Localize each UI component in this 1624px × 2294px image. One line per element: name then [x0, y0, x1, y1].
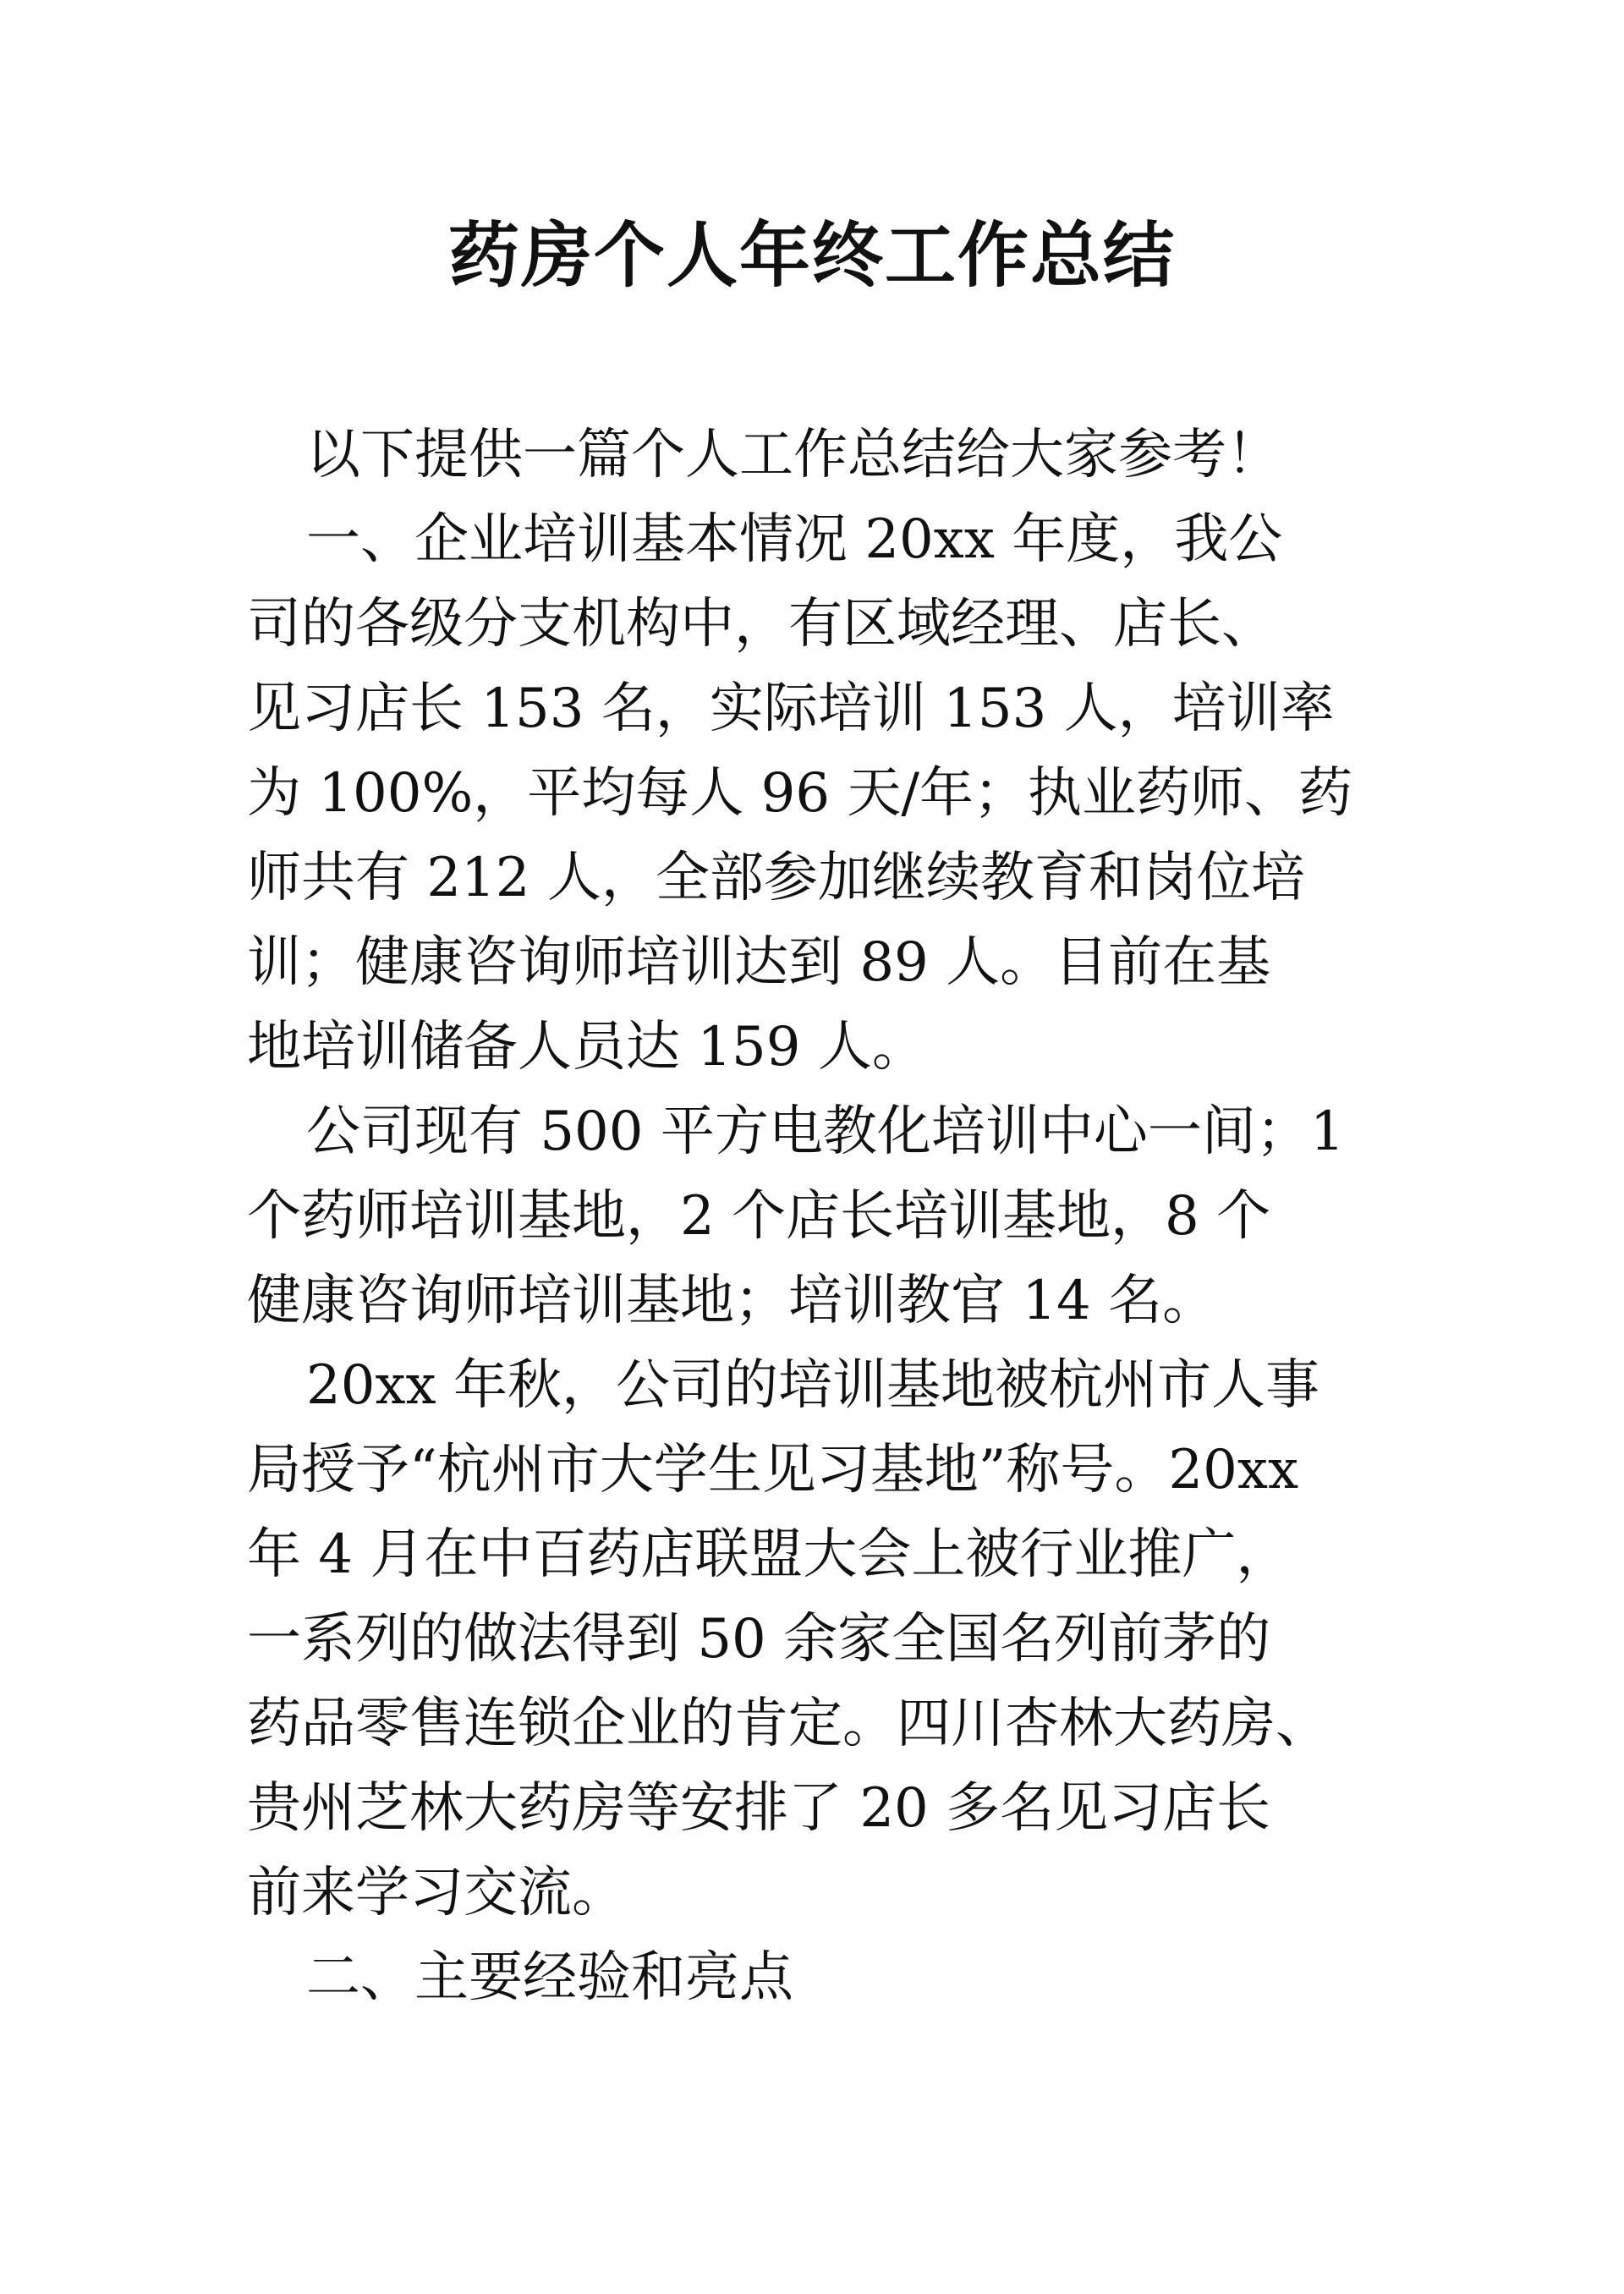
document-title: 药房个人年终工作总结 [447, 213, 1176, 297]
body-line: 个药师培训基地，2 个店长培训基地，8 个 [247, 1185, 1271, 1248]
body-line: 司的各级分支机构中，有区域经理、店长、 [247, 593, 1276, 656]
body-line: 训；健康咨询师培训达到 89 人。目前在基 [247, 931, 1271, 994]
body-line: 以下提供一篇个人工作总结给大家参考！ [306, 424, 1281, 486]
body-line: 贵州芝林大药房等安排了 20 多名见习店长 [247, 1777, 1271, 1840]
body-line: 健康咨询师培训基地；培训教官 14 名。 [247, 1270, 1217, 1332]
body-line: 一、企业培训基本情况 20xx 年度，我公 [306, 508, 1283, 571]
body-line: 前来学习交流。 [247, 1862, 626, 1924]
body-line: 地培训储备人员达 159 人。 [247, 1016, 926, 1078]
body-line: 20xx 年秋，公司的培训基地被杭州市人事 [306, 1354, 1320, 1417]
body-line: 药品零售连锁企业的肯定。四川杏林大药房、 [247, 1693, 1330, 1755]
document-body [247, 413, 1431, 2020]
body-line: 见习店长 153 名，实际培训 153 人，培训率 [247, 678, 1335, 740]
body-line: 一系列的做法得到 50 余家全国名列前茅的 [247, 1608, 1271, 1671]
body-line: 师共有 212 人，全部参加继续教育和岗位培 [247, 847, 1305, 909]
body-line: 局授予“杭州市大学生见习基地”称号。20xx [247, 1439, 1299, 1501]
body-line: 为 100%，平均每人 96 天/年；执业药师、药 [247, 762, 1352, 825]
body-line: 公司现有 500 平方电教化培训中心一间；1 [306, 1100, 1345, 1163]
body-line: 年 4 月在中百药店联盟大会上被行业推广， [247, 1523, 1291, 1586]
body-line: 二、主要经验和亮点 [306, 1946, 793, 2009]
